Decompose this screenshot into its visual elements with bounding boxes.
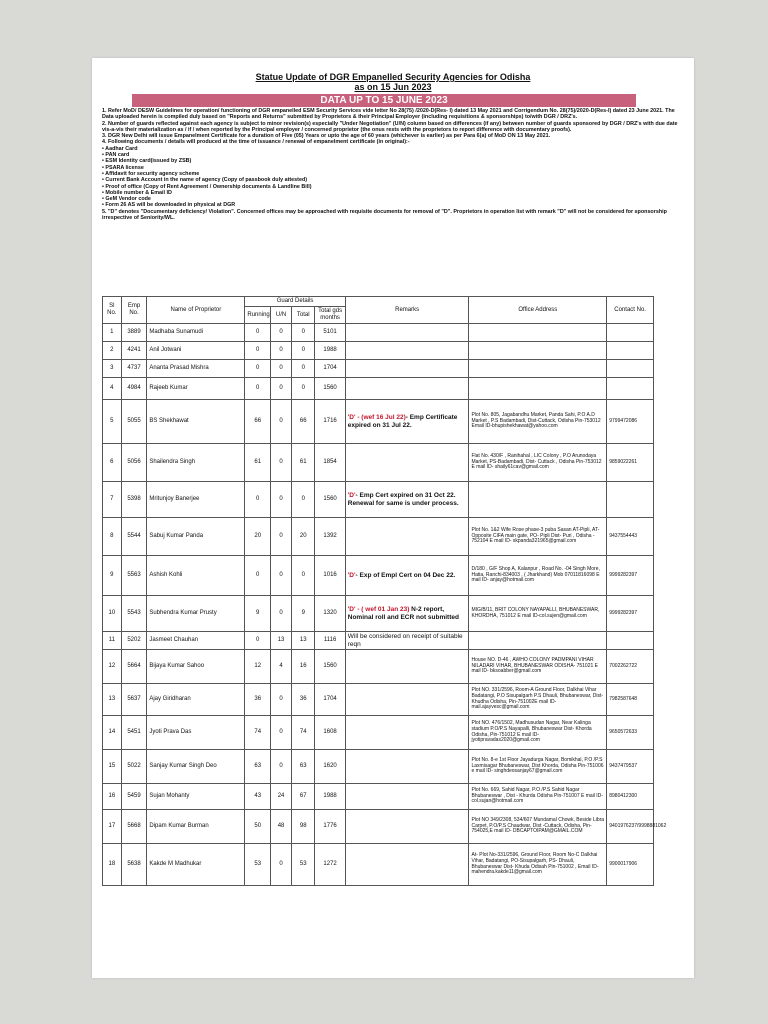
- cell-un: 0: [271, 400, 292, 444]
- note-line: • Proof of office (Copy of Rent Agreement / Ownership documents & Landline Bill): [102, 183, 312, 190]
- cell-name: BS Shekhawat: [147, 400, 245, 444]
- cell-office-address: [469, 342, 607, 360]
- cell-emp: 5664: [121, 650, 147, 684]
- cell-sl: 14: [103, 716, 122, 750]
- cell-name: Sujan Mohanty: [147, 784, 245, 810]
- cell-total: 20: [292, 518, 315, 556]
- cell-emp: 5398: [121, 482, 147, 518]
- cell-running: 0: [245, 482, 271, 518]
- header-emp: Emp No.: [121, 297, 147, 324]
- cell-running: 74: [245, 716, 271, 750]
- cell-un: 0: [271, 750, 292, 784]
- cell-emp: 5202: [121, 632, 147, 650]
- cell-running: 9: [245, 596, 271, 632]
- cell-emp: 4737: [121, 360, 147, 378]
- cell-office-address: Plot NO 349/2308, 534/607 Mundamal Chowk, Beside Libra Carpet, P.O/P.S Chaudwar, Dist -Cuttack, Odisha, Pin-754025,E mail ID- DBCAPTOIPAM@GMAIL.COM: [469, 810, 607, 844]
- table-row: [103, 684, 654, 716]
- cell-contact: 7002262722: [607, 650, 654, 684]
- cell-total: 0: [292, 342, 315, 360]
- note-line: • PAN card: [102, 152, 130, 159]
- cell-running: 0: [245, 342, 271, 360]
- cell-remarks: [345, 482, 469, 518]
- cell-remarks: [345, 632, 469, 650]
- cell-remarks: [345, 556, 469, 596]
- header-total: Total: [292, 307, 315, 324]
- note-line: • Current Bank Account in the name of agency (Copy of passbook duly attested): [102, 177, 308, 184]
- cell-name: Jasmeet Chauhan: [147, 632, 245, 650]
- cell-remarks: [345, 844, 469, 886]
- cell-office-address: MIG/B/11, BRIT COLONY NAYAPALLI, BHUBANESWAR, KHORDHA, 751012 E mail ID-col.sujen@gmail.com: [469, 596, 607, 632]
- cell-total: 74: [292, 716, 315, 750]
- cell-running: 0: [245, 556, 271, 596]
- table-row: [103, 810, 654, 844]
- cell-contact: 8980412300: [607, 784, 654, 810]
- cell-emp: 5638: [121, 844, 147, 886]
- table-row: [103, 784, 654, 810]
- table-row: [103, 844, 654, 886]
- cell-remarks: [345, 378, 469, 400]
- cell-remarks: [345, 324, 469, 342]
- cell-un: 13: [271, 632, 292, 650]
- cell-months: 1392: [315, 518, 345, 556]
- table-row: [103, 444, 654, 482]
- cell-months: 1560: [315, 482, 345, 518]
- cell-months: 1608: [315, 716, 345, 750]
- cell-office-address: [469, 632, 607, 650]
- note-line: • ESM Identity card(issued by ZSB): [102, 158, 192, 165]
- cell-name: Bijaya Kumar Sahoo: [147, 650, 245, 684]
- cell-contact: [607, 324, 654, 342]
- header-total-gds: Total gds months: [315, 307, 345, 324]
- header-sl: Sl No.: [103, 297, 122, 324]
- cell-remarks: [345, 716, 469, 750]
- cell-sl: 3: [103, 360, 122, 378]
- title-line-1: Statue Update of DGR Empanelled Security Agencies for Odisha: [255, 72, 531, 82]
- table-row: [103, 360, 654, 378]
- cell-emp: 4241: [121, 342, 147, 360]
- cell-total: 0: [292, 378, 315, 400]
- cell-total: 67: [292, 784, 315, 810]
- cell-contact: 9650572633: [607, 716, 654, 750]
- header-running: Running: [245, 307, 271, 324]
- cell-office-address: [469, 482, 607, 518]
- cell-sl: 4: [103, 378, 122, 400]
- cell-emp: 5022: [121, 750, 147, 784]
- cell-sl: 15: [103, 750, 122, 784]
- table-row: [103, 596, 654, 632]
- cell-emp: 5055: [121, 400, 147, 444]
- cell-name: Ananta Prasad Mishra: [147, 360, 245, 378]
- cell-un: 0: [271, 360, 292, 378]
- note-line: 4. Following documents / details will produced at the time of issuance / renewal of empanelment certificate (in original):-: [102, 139, 410, 146]
- cell-running: 0: [245, 360, 271, 378]
- cell-office-address: Plot No. 8-e 1st Floor Jayadurga Nagar, Bomikhal, P.O /P.S Laxmisagar Bhubaneswar, Dist Khorda, Odisha Pin-751006 e mail ID- singhdeosanjay67@gmail.com: [469, 750, 607, 784]
- cell-emp: 4984: [121, 378, 147, 400]
- table-row: [103, 324, 654, 342]
- remark-flag: 'D': [347, 492, 356, 499]
- cell-contact: 9859022261: [607, 444, 654, 482]
- cell-months: 1988: [315, 342, 345, 360]
- header-remarks: Remarks: [345, 297, 469, 324]
- table-row: [103, 650, 654, 684]
- cell-name: Jyoti Prava Das: [147, 716, 245, 750]
- table-header-row: [103, 297, 654, 307]
- cell-sl: 18: [103, 844, 122, 886]
- cell-sl: 1: [103, 324, 122, 342]
- cell-office-address: At- Plot No-331/2596, Ground Floor, Room No-C Dalkhai Vihar, Badatangi, PO-Sisupalgarh, PS- Dhauli, Bhubaneswar Dist- Khuda Odisah Pin-751002 , Email ID- mahendra.kakde11@gmail.com: [469, 844, 607, 886]
- cell-emp: 5544: [121, 518, 147, 556]
- cell-sl: 16: [103, 784, 122, 810]
- cell-total: 61: [292, 444, 315, 482]
- cell-contact: 9900017906: [607, 844, 654, 886]
- cell-sl: 5: [103, 400, 122, 444]
- cell-sl: 7: [103, 482, 122, 518]
- header-name: Name of Proprietor: [147, 297, 245, 324]
- cell-running: 43: [245, 784, 271, 810]
- cell-total: 0: [292, 556, 315, 596]
- cell-un: 0: [271, 482, 292, 518]
- cell-total: 66: [292, 400, 315, 444]
- cell-months: 1116: [315, 632, 345, 650]
- cell-un: 0: [271, 378, 292, 400]
- cell-sl: 11: [103, 632, 122, 650]
- cell-months: 1988: [315, 784, 345, 810]
- cell-name: Kakde M Madhukar: [147, 844, 245, 886]
- remark-flag: 'D' - ( wef 01 Jan 23): [347, 606, 410, 613]
- cell-running: 61: [245, 444, 271, 482]
- cell-office-address: Plot No. 1&2 Wife Rose phase-3 puba Sasan AT-Pipli, AT- Opposite CIFA main gate, PO- Pipli Dist- Puri , Odisha - 752104 E mail ID- skpanda321965@gmail.com: [469, 518, 607, 556]
- cell-contact: 7982587648: [607, 684, 654, 716]
- table-row: [103, 716, 654, 750]
- cell-remarks: [345, 784, 469, 810]
- cell-running: 50: [245, 810, 271, 844]
- cell-office-address: [469, 324, 607, 342]
- cell-running: 53: [245, 844, 271, 886]
- cell-contact: 9437479537: [607, 750, 654, 784]
- cell-office-address: Plot No. 669, Sahid Nagar, P.O /P.S Sahid Nagar Bhubaneswar , Dist - Khurda Odisha Pin-751007 E mail ID- col.sujan@hotmail.com: [469, 784, 607, 810]
- cell-running: 12: [245, 650, 271, 684]
- cell-name: Shailendra Singh: [147, 444, 245, 482]
- cell-contact: [607, 342, 654, 360]
- cell-un: 0: [271, 342, 292, 360]
- cell-total: 0: [292, 360, 315, 378]
- table-row: [103, 482, 654, 518]
- cell-running: 36: [245, 684, 271, 716]
- remark-text: - Emp Cert expired on 31 Oct 22. Renewal for same is under process.: [347, 492, 459, 507]
- cell-name: Ajay Giridharan: [147, 684, 245, 716]
- table-row: [103, 750, 654, 784]
- cell-months: 1272: [315, 844, 345, 886]
- cell-emp: 5056: [121, 444, 147, 482]
- cell-un: 0: [271, 444, 292, 482]
- cell-office-address: House NO. D-46 , AWHO COLONY PADMPANI VIHAR NILADARI VIHAR, BHUBANESWAR ODISHA- 751021 E mail ID- bksoabber@gmail.com: [469, 650, 607, 684]
- cell-emp: 5637: [121, 684, 147, 716]
- document-title: [92, 72, 694, 92]
- cell-office-address: Flat No. 430/F , Ranihahal , LIC Colony , P.O Arunodaya Market, PS-Badambadi, Dist- Cuttack , Odisha Pin-753012 E mail ID- shaily61cav@gmail.com: [469, 444, 607, 482]
- cell-emp: 5459: [121, 784, 147, 810]
- cell-sl: 8: [103, 518, 122, 556]
- header-guard-details: Guard Details: [245, 297, 345, 307]
- cell-un: 0: [271, 596, 292, 632]
- cell-total: 63: [292, 750, 315, 784]
- note-line: 3. DGR New Delhi will issue Empanelment Certificate for a duration of Five (05) Years or upto the age of 60 years (whichever is earlier) as per Para 6(a) of MoD ON 13 May 2021.: [102, 133, 551, 140]
- cell-name: Sabuj Kumar Panda: [147, 518, 245, 556]
- cell-contact: [607, 378, 654, 400]
- note-line: • PSARA license: [102, 164, 144, 171]
- cell-total: 53: [292, 844, 315, 886]
- cell-running: 0: [245, 378, 271, 400]
- cell-office-address: Plot No. 805, Jagabandhu Market, Panda Sahi, P.O A.D Market , P.S Badambadi, Dist-Cuttack, Odisha Pin-753012 Email ID-bhupishekhawat@yahoo.com: [469, 400, 607, 444]
- cell-sl: 12: [103, 650, 122, 684]
- table-row: [103, 400, 654, 444]
- cell-remarks: [345, 342, 469, 360]
- cell-name: Anil Jotwani: [147, 342, 245, 360]
- cell-total: 0: [292, 482, 315, 518]
- cell-months: 1716: [315, 400, 345, 444]
- cell-emp: 5543: [121, 596, 147, 632]
- cell-months: 1320: [315, 596, 345, 632]
- header-contact: Contact No.: [607, 297, 654, 324]
- table-row: [103, 518, 654, 556]
- date-banner: DATA UP TO 15 JUNE 2023: [132, 94, 636, 107]
- header-un: U/N: [271, 307, 292, 324]
- cell-name: Rajeeb Kumar: [147, 378, 245, 400]
- cell-total: 13: [292, 632, 315, 650]
- cell-name: Madhaba Sunamudi: [147, 324, 245, 342]
- cell-remarks: [345, 360, 469, 378]
- cell-un: 24: [271, 784, 292, 810]
- title-line-2: as on 15 Jun 2023: [354, 82, 432, 92]
- cell-emp: 5668: [121, 810, 147, 844]
- cell-un: 4: [271, 650, 292, 684]
- cell-running: 0: [245, 632, 271, 650]
- cell-sl: 10: [103, 596, 122, 632]
- cell-un: 0: [271, 716, 292, 750]
- cell-months: 1016: [315, 556, 345, 596]
- cell-un: 0: [271, 844, 292, 886]
- cell-months: 1560: [315, 650, 345, 684]
- cell-months: 1776: [315, 810, 345, 844]
- table-body: [103, 324, 667, 886]
- cell-un: 0: [271, 324, 292, 342]
- cell-un: 0: [271, 556, 292, 596]
- cell-un: 48: [271, 810, 292, 844]
- cell-total: 9: [292, 596, 315, 632]
- table-row: [103, 556, 654, 596]
- cell-name: Dipam Kumar Burman: [147, 810, 245, 844]
- note-line: 1. Refer MoD/ DESW Guidelines for operation/ functioning of DGR empanelled ESM Security Services vide letter No 28(75) /2020-D(Res- I) dated 13 May 2021 and Corrigendum No. 28(75)/2020-D(Res-I) dated 23 June 2021. The Data uploaded herein is compiled duly based on "Reports and Returns" submitted by Proprietors & their Principal Employer (including requisitions & sponsorships) to/with DGR / DRZ's.: [102, 108, 675, 121]
- note-line: 5. "D" denotes "Documentary deficiency/ Violation". Concerned offices may be approached with requisite documents for removal of "D". Proprietors in operation list with remark "D" will not be considered for sponsorship irrespective of Seniority/WL.: [102, 208, 667, 222]
- cell-running: 20: [245, 518, 271, 556]
- remark-text: - Exp of Empl Cert on 04 Dec 22.: [355, 571, 456, 579]
- cell-months: 1704: [315, 360, 345, 378]
- table-row: [103, 378, 654, 400]
- cell-months: 1704: [315, 684, 345, 716]
- remark-text: - Emp Certificate expired on 31 Jul 22.: [347, 414, 458, 429]
- cell-running: 66: [245, 400, 271, 444]
- cell-sl: 9: [103, 556, 122, 596]
- cell-name: Subhendra Kumar Prusty: [147, 596, 245, 632]
- cell-remarks: [345, 444, 469, 482]
- note-line: • Affidavit for security agency scheme: [102, 170, 200, 177]
- cell-office-address: Plot NO. 331/2596, Room-A Ground Floor, Dalkhai Vihar Badatangi, P.O Sisupalgarh P.S Dhauli, Bhubaneswar, Dist- Khudha Odisha, Pin-751002E mail ID- mail.ajayvesc@gmail.com: [469, 684, 607, 716]
- cell-emp: 3889: [121, 324, 147, 342]
- cell-sl: 6: [103, 444, 122, 482]
- cell-name: Mritunjoy Banerjee: [147, 482, 245, 518]
- cell-remarks: [345, 400, 469, 444]
- note-line: 2. Number of guards reflected against each agency is subject to minor revision(s) especially "Under Negotiation" (U/N) column based on differences (if any) between number of guards sponsored by DGR / DRZ's with due date vis-a-vis their materialization as / if / when reported by the Principal employer / concerned proprietor (the onus rests with the proprietors to report difference with documentary proofs).: [102, 120, 678, 133]
- cell-running: 63: [245, 750, 271, 784]
- cell-remarks: [345, 750, 469, 784]
- note-line: • GeM Vendor code: [102, 196, 151, 203]
- cell-sl: 17: [103, 810, 122, 844]
- note-line: • Aadhar Card: [102, 145, 138, 152]
- cell-months: 1854: [315, 444, 345, 482]
- remark-flag: 'D': [347, 571, 356, 579]
- notes-block: [102, 108, 684, 221]
- cell-months: 1620: [315, 750, 345, 784]
- cell-contact: 9401976237/9998881062: [607, 810, 654, 844]
- cell-office-address: [469, 360, 607, 378]
- cell-name: Ashish Kohli: [147, 556, 245, 596]
- header-office: Office Address: [469, 297, 607, 324]
- cell-remarks: [345, 684, 469, 716]
- cell-remarks: [345, 518, 469, 556]
- table-row: [103, 342, 654, 360]
- table-row: [103, 632, 654, 650]
- cell-sl: 2: [103, 342, 122, 360]
- cell-contact: [607, 360, 654, 378]
- remark-flag: 'D' - (wef 16 Jul 22): [347, 414, 406, 421]
- cell-contact: [607, 632, 654, 650]
- cell-sl: 13: [103, 684, 122, 716]
- cell-remarks: [345, 650, 469, 684]
- cell-contact: 9437554443: [607, 518, 654, 556]
- note-line: • Form 26 AS will be downloaded in physical at DGR: [102, 202, 236, 209]
- cell-remarks: [345, 596, 469, 632]
- cell-contact: [607, 482, 654, 518]
- cell-contact: 9999282397: [607, 596, 654, 632]
- cell-remarks: [345, 810, 469, 844]
- cell-emp: 5563: [121, 556, 147, 596]
- agency-table: [102, 296, 667, 886]
- cell-running: 0: [245, 324, 271, 342]
- cell-name: Sanjay Kumar Singh Deo: [147, 750, 245, 784]
- cell-emp: 5451: [121, 716, 147, 750]
- cell-office-address: D/180 , G/F Shop A, Kalanpur , Road No. -04 Singh More, Hatia, Ranchi-834003 , ( Jharkhand) Mob 07011816098 E mail ID- anjay@hotmail.com: [469, 556, 607, 596]
- cell-total: 36: [292, 684, 315, 716]
- cell-un: 0: [271, 518, 292, 556]
- note-line: • Mobile number & Email ID: [102, 189, 172, 196]
- cell-total: 98: [292, 810, 315, 844]
- document-page: [92, 58, 694, 978]
- remark-text: Will be considered on receipt of suitable reqn: [347, 633, 463, 648]
- cell-contact: 9799472086: [607, 400, 654, 444]
- cell-total: 0: [292, 324, 315, 342]
- cell-office-address: [469, 378, 607, 400]
- cell-un: 0: [271, 684, 292, 716]
- cell-months: 5101: [315, 324, 345, 342]
- cell-office-address: Plot NO. 476/1502, Madhusudan Nagar, Near Kalinga stadium P.O/P.S Nayapalli, Bhubaneswar Dist- Khorda Odisha, Pin-751012 E mail ID- jyotipravadas2020@gmail.com: [469, 716, 607, 750]
- remark-text: N-2 report, Nominal roll and ECR not submitted: [347, 606, 459, 621]
- cell-contact: 9999282397: [607, 556, 654, 596]
- cell-total: 16: [292, 650, 315, 684]
- cell-months: 1560: [315, 378, 345, 400]
